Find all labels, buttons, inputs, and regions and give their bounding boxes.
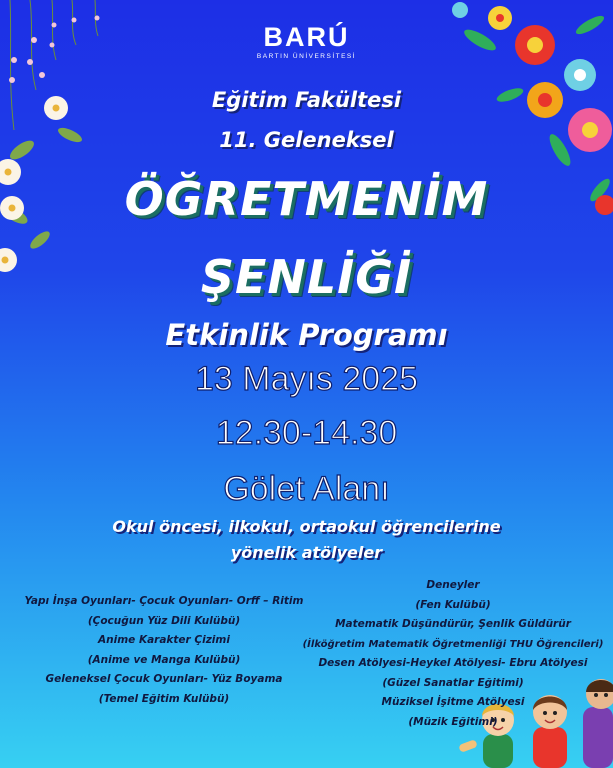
activity-item: Geleneksel Çocuk Oyunları- Yüz Boyama	[45, 673, 283, 685]
event-place: Gölet Alanı	[223, 470, 390, 508]
activity-club: (Anime ve Manga Kulübü)	[87, 653, 241, 666]
faculty-name: Eğitim Fakültesi	[211, 88, 402, 112]
logo-subtitle: BARTIN ÜNİVERSİTESİ	[256, 53, 357, 60]
activities-right-column	[298, 576, 608, 732]
activity-club: (Güzel Sanatlar Eğitimi)	[382, 676, 524, 689]
activity-item: Desen Atölyesi-Heykel Atölyesi- Ebru Atölyesi	[318, 657, 588, 669]
activity-item: Anime Karakter Çizimi	[98, 634, 230, 646]
activity-club: (İlköğretim Matematik Öğretmenliği THU Öğrencileri)	[302, 638, 604, 650]
target-audience-line-1: Okul öncesi, ilkokul, ortaokul öğrencilerine	[112, 517, 501, 536]
activity-club: (Müzik Eğitimi)	[408, 715, 498, 728]
title-line-1: ÖĞRETMENİM	[124, 172, 489, 226]
logo-wordmark: BARÚ	[263, 22, 350, 52]
activities-left-column	[14, 592, 314, 709]
target-audience-line-2: yönelik atölyeler	[230, 543, 383, 562]
activity-item: Matematik Düşündürür, Şenlik Güldürür	[335, 618, 571, 630]
event-time: 12.30-14.30	[215, 414, 398, 452]
event-date: 13 Mayıs 2025	[194, 360, 419, 398]
activity-item: Yapı İnşa Oyunları- Çocuk Oyunları- Orff – Ritim	[24, 595, 304, 607]
program-heading: Etkinlik Programı	[165, 318, 448, 352]
activity-club: (Fen Kulübü)	[415, 598, 491, 611]
title-line-2: ŞENLİĞİ	[200, 250, 413, 304]
edition-label: 11. Geleneksel	[219, 128, 394, 152]
university-logo	[0, 22, 613, 60]
activity-item: Deneyler	[426, 579, 480, 591]
activity-club: (Çocuğun Yüz Dili Kulübü)	[87, 614, 241, 627]
activity-club: (Temel Eğitim Kulübü)	[98, 692, 230, 705]
activity-item: Müziksel İşitme Atölyesi	[381, 696, 525, 708]
